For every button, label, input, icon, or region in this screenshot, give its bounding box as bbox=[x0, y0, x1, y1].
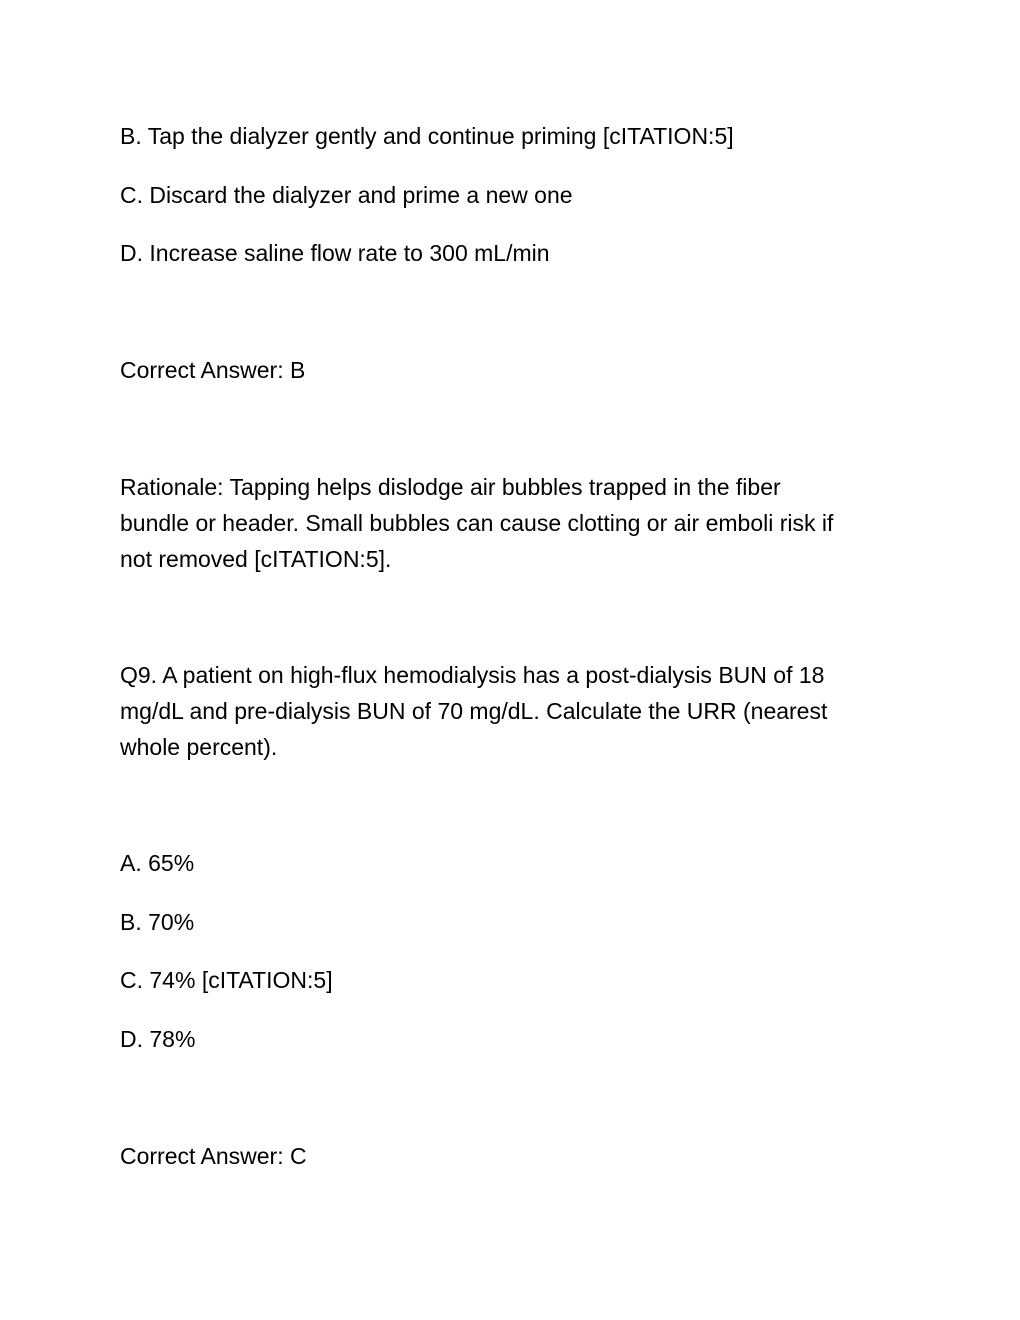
q9-option-c: C. 74% [cITATION:5] bbox=[120, 967, 333, 993]
question-line: whole percent). bbox=[120, 734, 278, 760]
q9-option-a: A. 65% bbox=[120, 850, 195, 876]
rationale-line: not removed [cITATION:5]. bbox=[120, 546, 392, 572]
rationale-line: bundle or header. Small bubbles can cause clotting or air emboli risk if bbox=[120, 510, 834, 536]
rationale bbox=[120, 469, 900, 577]
question-q9 bbox=[120, 657, 900, 765]
correct-answer: Correct Answer: B bbox=[120, 357, 306, 383]
q9-option-d: D. 78% bbox=[120, 1026, 196, 1052]
option-d: D. Increase saline flow rate to 300 mL/min bbox=[120, 240, 550, 266]
option-c: C. Discard the dialyzer and prime a new one bbox=[120, 182, 573, 208]
question-line: Q9. A patient on high-flux hemodialysis has a post-dialysis BUN of 18 bbox=[120, 662, 825, 688]
rationale-line: Rationale: Tapping helps dislodge air bubbles trapped in the fiber bbox=[120, 474, 781, 500]
option-b: B. Tap the dialyzer gently and continue priming [cITATION:5] bbox=[120, 123, 734, 149]
question-line: mg/dL and pre-dialysis BUN of 70 mg/dL. Calculate the URR (nearest bbox=[120, 698, 828, 724]
q9-correct-answer: Correct Answer: C bbox=[120, 1143, 307, 1169]
q9-option-b: B. 70% bbox=[120, 909, 195, 935]
